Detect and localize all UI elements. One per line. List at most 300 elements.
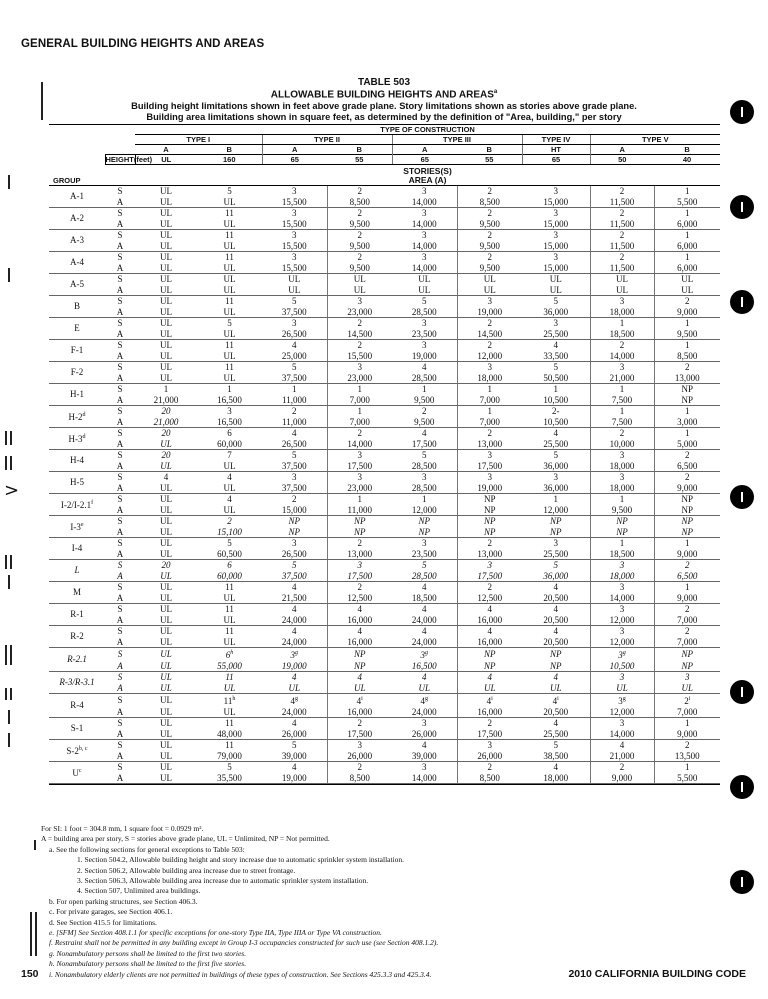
cell-value: 11 <box>225 252 234 262</box>
area-cell <box>262 241 327 252</box>
cell-value: 5 <box>227 762 232 772</box>
cell-value: 2 <box>685 604 690 614</box>
stories-cell <box>654 672 720 683</box>
cell-value: 11,000 <box>347 504 372 515</box>
group-name: R-1 <box>70 609 84 620</box>
cell-value: 9,500 <box>349 262 370 273</box>
cell-value: UL <box>160 740 172 750</box>
stories-cell <box>457 538 522 549</box>
cell-value: UL <box>288 682 300 693</box>
table-subtitle-1: Building height limitations shown in feet above grade plane. Story limitations shown as stories above grade plane. <box>131 101 637 111</box>
stories-cell <box>197 274 262 285</box>
stories-cell <box>327 494 392 505</box>
cell-value: NP <box>681 526 694 537</box>
stories-cell <box>262 274 327 285</box>
stories-cell <box>457 740 522 751</box>
cell-value: 6,500 <box>677 460 698 471</box>
table-row <box>49 648 720 661</box>
cell-value: UL <box>160 750 172 761</box>
area-cell <box>135 263 197 274</box>
cell-value: 1 <box>357 494 362 504</box>
table-row <box>49 516 720 527</box>
cell-value: UL <box>418 284 431 295</box>
cell-value: NP <box>288 516 300 526</box>
group-name: A-2 <box>70 213 84 224</box>
stories-cell <box>522 672 590 683</box>
cell-value: 37,500 <box>281 570 307 581</box>
area-cell <box>392 683 457 694</box>
binder-hole-icon <box>730 100 754 124</box>
table-503 <box>49 124 720 785</box>
cell-value: 12,500 <box>477 592 503 603</box>
table-row <box>49 230 720 241</box>
cell-value: 3 <box>619 472 625 482</box>
area-cell <box>590 505 654 516</box>
type-iv-header: TYPE IV <box>522 135 590 145</box>
area-cell <box>654 729 720 740</box>
stories-cell <box>135 406 197 417</box>
revision-bar <box>30 912 32 956</box>
cell-value: 3 <box>553 186 558 196</box>
cell-value: 14,000 <box>411 196 437 207</box>
cell-value: 3 <box>422 252 427 262</box>
cell-value: 23,500 <box>411 548 437 559</box>
cell-value: 3,000 <box>677 416 698 427</box>
area-cell <box>262 773 327 784</box>
area-cell <box>457 461 522 472</box>
area-cell <box>392 729 457 740</box>
group-cell <box>49 318 105 340</box>
group-cell <box>49 762 105 784</box>
area-cell <box>327 773 392 784</box>
cell-value: 38,500 <box>543 750 569 761</box>
cell-value: 3 <box>292 472 297 482</box>
area-cell <box>457 615 522 626</box>
table-row <box>49 637 720 648</box>
cell-value: 9,500 <box>414 416 435 427</box>
cell-value: 18,500 <box>609 328 635 339</box>
table-row <box>49 252 720 263</box>
revision-arrow-icon: > <box>4 480 20 501</box>
stories-cell <box>197 516 262 527</box>
cell-value: 14,000 <box>609 592 635 603</box>
cell-value: UL <box>223 306 236 317</box>
cell-value: 4 <box>292 626 297 636</box>
stories-label-cell: S <box>117 494 123 504</box>
cell-value: UL <box>160 762 172 772</box>
area-cell <box>590 395 654 406</box>
cell-value: 1 <box>227 384 232 394</box>
group-footnote-ref: d <box>82 434 86 441</box>
cell-value: 4 <box>420 696 425 706</box>
area-cell <box>654 615 720 626</box>
group-cell <box>49 406 105 428</box>
cell-value: 2 <box>487 762 492 772</box>
cell-value: 23,000 <box>347 306 373 317</box>
table-row <box>49 450 720 461</box>
stories-cell <box>654 516 720 527</box>
cell-value: 14,500 <box>477 328 503 339</box>
cell-value: 5,000 <box>677 438 698 449</box>
cell-value: 2 <box>685 450 690 460</box>
stories-cell <box>327 626 392 637</box>
cell-value: NP <box>353 516 366 526</box>
stories-cell <box>327 740 392 751</box>
cell-value: 3 <box>553 318 558 328</box>
area-cell <box>327 549 392 560</box>
cell-value: 12,000 <box>609 706 635 717</box>
cell-value: UL <box>681 682 694 693</box>
stories-cell <box>654 230 720 241</box>
cell-value: 11,500 <box>609 196 635 207</box>
stories-cell <box>457 340 522 351</box>
area-cell <box>654 395 720 406</box>
area-label-cell: A <box>105 373 135 384</box>
area-cell <box>654 373 720 384</box>
stories-cell <box>654 538 720 549</box>
group-name: I-4 <box>71 543 83 554</box>
table-row <box>49 461 720 472</box>
cell-value: UL <box>549 284 562 295</box>
cell-value: 24,000 <box>281 636 307 647</box>
area-cell <box>197 751 262 762</box>
cell-value: 1 <box>357 384 362 394</box>
area-cell <box>457 395 522 406</box>
group-cell <box>49 560 105 582</box>
area-cell <box>590 241 654 252</box>
stories-cell <box>457 762 522 773</box>
area-cell <box>522 439 590 450</box>
cell-value: 2 <box>487 318 492 328</box>
cell-value: 12,000 <box>477 350 503 361</box>
area-cell <box>392 707 457 718</box>
cell-value: UL <box>160 626 172 636</box>
table-row <box>49 241 720 252</box>
cell-value: 2 <box>684 696 689 706</box>
area-cell <box>590 751 654 762</box>
cell-value: 26,500 <box>281 548 307 559</box>
area-cell <box>522 637 590 648</box>
cell-value: 33,500 <box>543 350 569 361</box>
cell-value: 10,000 <box>609 438 635 449</box>
cell-value: UL <box>223 460 236 471</box>
stories-cell <box>457 274 522 285</box>
area-cell <box>262 637 327 648</box>
cell-value: UL <box>223 372 236 383</box>
stories-cell <box>327 296 392 307</box>
table-row <box>49 683 720 694</box>
table-row <box>49 318 720 329</box>
cell-value: 23,000 <box>347 482 373 493</box>
cell-value: 2 <box>685 472 690 482</box>
area-cell <box>327 729 392 740</box>
revision-bar <box>8 733 10 747</box>
stories-cell <box>522 318 590 329</box>
stories-cell <box>392 672 457 683</box>
cell-value: 25,000 <box>281 350 307 361</box>
cell-value: 11 <box>225 740 234 750</box>
stories-cell <box>392 318 457 329</box>
stories-cell <box>392 296 457 307</box>
cell-value: 3 <box>290 650 295 660</box>
revision-bar <box>8 575 10 589</box>
area-cell <box>392 219 457 230</box>
stories-label-cell: S <box>117 406 123 416</box>
cell-value: 17,500 <box>347 570 373 581</box>
cell-value: 1 <box>487 406 492 416</box>
cell-value: 7,000 <box>479 416 500 427</box>
stories-cell <box>590 672 654 683</box>
footnote-legend: A = building area per story, S = stories above grade plane, UL = Unlimited, NP = Not permitted. <box>41 834 330 844</box>
area-cell <box>135 571 197 582</box>
area-cell <box>522 351 590 362</box>
cell-value: 11 <box>225 672 234 682</box>
area-cell <box>327 395 392 406</box>
cell-value: 36,000 <box>543 460 569 471</box>
area-cell <box>327 263 392 274</box>
cell-value: 8,500 <box>479 772 500 783</box>
stories-cell <box>654 694 720 707</box>
cell-value: 4 <box>290 696 295 706</box>
area-cell <box>135 307 197 318</box>
area-cell <box>457 285 522 296</box>
area-cell <box>457 593 522 604</box>
cell-footnote-ref: i <box>491 696 493 702</box>
cell-value: 2 <box>487 186 492 196</box>
area-label-cell: A <box>105 307 135 318</box>
cell-value: 8,500 <box>349 196 370 207</box>
cell-value: NP <box>681 660 694 671</box>
area-cell <box>457 661 522 672</box>
cell-value: UL <box>223 262 236 273</box>
stories-cell <box>197 406 262 417</box>
stories-cell <box>522 740 590 751</box>
stories-cell <box>135 694 197 707</box>
stories-cell <box>522 186 590 197</box>
stories-cell <box>262 582 327 593</box>
cell-value: 20,500 <box>543 592 569 603</box>
cell-value: 3 <box>420 650 425 660</box>
area-cell <box>654 483 720 494</box>
cell-value: 1 <box>163 384 169 394</box>
cell-footnote-ref: g <box>622 696 626 702</box>
cell-value: 17,500 <box>477 728 503 739</box>
table-row <box>49 505 720 516</box>
cell-value: UL <box>223 706 236 717</box>
table-row <box>49 439 720 450</box>
cell-value: 3 <box>487 362 492 372</box>
cell-value: 36,000 <box>543 482 569 493</box>
stories-label-cell: S <box>117 296 123 306</box>
stories-cell <box>590 252 654 263</box>
footnotes <box>41 824 741 980</box>
area-cell <box>654 439 720 450</box>
group-cell <box>49 252 105 274</box>
cell-value: 36,000 <box>543 570 569 581</box>
cell-value: 4 <box>357 626 362 636</box>
stories-cell <box>392 516 457 527</box>
area-cell <box>457 527 522 538</box>
stories-cell <box>262 604 327 615</box>
stories-cell <box>135 318 197 329</box>
stories-cell <box>262 648 327 661</box>
cell-value: NP <box>549 649 562 659</box>
cell-value: 3 <box>487 472 492 482</box>
stories-cell <box>392 626 457 637</box>
area-cell <box>262 285 327 296</box>
stories-cell <box>654 274 720 285</box>
stories-cell <box>197 230 262 241</box>
stories-cell <box>522 362 590 373</box>
cell-value: 60,000 <box>217 438 242 449</box>
cell-value: 37,500 <box>281 306 307 317</box>
cell-value: UL <box>223 196 236 207</box>
cell-value: UL <box>616 274 628 284</box>
cell-value: 26,000 <box>347 750 373 761</box>
cell-value: 6 <box>227 428 232 438</box>
cell-value: UL <box>160 614 172 625</box>
cell-value: 25,500 <box>543 728 569 739</box>
cell-value: 9,500 <box>677 328 698 339</box>
cell-value: 1 <box>422 494 427 504</box>
stories-label-cell: S <box>117 538 123 548</box>
group-name: H-3 <box>68 434 83 445</box>
area-cell <box>392 263 457 274</box>
area-cell <box>654 197 720 208</box>
cell-value: 5 <box>292 296 297 306</box>
area-cell <box>654 527 720 538</box>
stories-cell <box>262 472 327 483</box>
stories-cell <box>262 694 327 707</box>
area-cell <box>654 241 720 252</box>
cell-value: 3 <box>422 230 427 240</box>
area-cell <box>135 549 197 560</box>
cell-value: 2 <box>487 252 492 262</box>
cell-value: UL <box>353 274 366 284</box>
area-cell <box>262 263 327 274</box>
cell-value: 21,000 <box>609 750 635 761</box>
cell-value: 4 <box>553 428 558 438</box>
cell-value: 28,500 <box>411 306 437 317</box>
stories-cell <box>197 560 262 571</box>
revision-bar <box>5 688 7 700</box>
area-cell <box>522 751 590 762</box>
cell-value: 9,000 <box>677 592 698 603</box>
cell-value: 7,500 <box>611 394 633 405</box>
cell-value: 24,000 <box>411 706 437 717</box>
stories-cell <box>457 516 522 527</box>
stories-cell <box>522 384 590 395</box>
cell-value: 2 <box>685 362 690 372</box>
area-cell <box>197 483 262 494</box>
cell-value: 3 <box>619 604 625 614</box>
stories-cell <box>262 230 327 241</box>
stories-cell <box>522 560 590 571</box>
stories-cell <box>262 384 327 395</box>
table-row <box>49 428 720 439</box>
stories-cell <box>135 648 197 661</box>
area-cell <box>262 683 327 694</box>
area-cell <box>197 505 262 516</box>
cell-value: 5 <box>292 450 297 460</box>
stories-cell <box>392 582 457 593</box>
cell-value: 4 <box>487 626 492 636</box>
stories-cell <box>590 186 654 197</box>
stories-cell <box>262 560 327 571</box>
cell-value: UL <box>160 582 172 592</box>
table-row <box>49 593 720 604</box>
stories-cell <box>135 582 197 593</box>
cell-value: 1 <box>292 384 297 394</box>
table-row <box>49 373 720 384</box>
area-cell <box>457 373 522 384</box>
cell-value: 17,500 <box>411 438 437 449</box>
cell-value: NP <box>418 526 430 537</box>
table-row <box>49 560 720 571</box>
cell-value: UL <box>160 682 172 693</box>
stories-cell <box>457 560 522 571</box>
area-cell <box>590 527 654 538</box>
cell-value: 3 <box>487 296 492 306</box>
stories-cell <box>457 582 522 593</box>
cell-value: 15,500 <box>347 350 373 361</box>
area-cell <box>522 373 590 384</box>
cell-value: 18,500 <box>609 548 635 559</box>
stories-cell <box>522 296 590 307</box>
area-cell <box>457 329 522 340</box>
area-cell <box>654 637 720 648</box>
cell-value: 19,000 <box>281 772 307 783</box>
area-label-cell: A <box>105 439 135 450</box>
stories-cell <box>590 762 654 773</box>
area-cell <box>197 219 262 230</box>
area-cell <box>654 351 720 362</box>
stories-cell <box>392 230 457 241</box>
cell-value: 4 <box>292 582 297 592</box>
group-cell <box>49 672 105 694</box>
cell-value: 23,500 <box>411 328 437 339</box>
cell-value: 15,100 <box>217 526 242 537</box>
group-name: R-2.1 <box>67 654 87 665</box>
footnote-d: d. See Section 415.5 for limitations. <box>49 917 157 927</box>
height-value: 65 <box>522 155 590 165</box>
area-cell <box>457 263 522 274</box>
cell-value: 1 <box>685 406 690 416</box>
area-cell <box>590 483 654 494</box>
cell-value: 21,000 <box>609 372 635 383</box>
cell-value: UL <box>160 504 172 515</box>
binder-hole-icon <box>730 485 754 509</box>
cell-value: 4 <box>422 582 427 592</box>
subtype-header: HT <box>522 145 590 155</box>
cell-value: 2 <box>685 740 690 750</box>
cell-value: 16,000 <box>477 706 503 717</box>
stories-cell <box>197 494 262 505</box>
cell-value: 3 <box>422 186 427 196</box>
cell-value: NP <box>616 516 628 526</box>
area-cell <box>135 637 197 648</box>
revision-bar <box>5 456 7 470</box>
cell-value: 37,500 <box>281 372 307 383</box>
cell-value: UL <box>160 274 172 284</box>
cell-value: 24,000 <box>411 636 437 647</box>
cell-value: 4 <box>619 740 625 750</box>
cell-value: 5 <box>422 450 427 460</box>
area-cell <box>392 307 457 318</box>
height-value: 40 <box>654 155 720 165</box>
group-name: E <box>74 323 80 334</box>
table-row <box>49 694 720 707</box>
